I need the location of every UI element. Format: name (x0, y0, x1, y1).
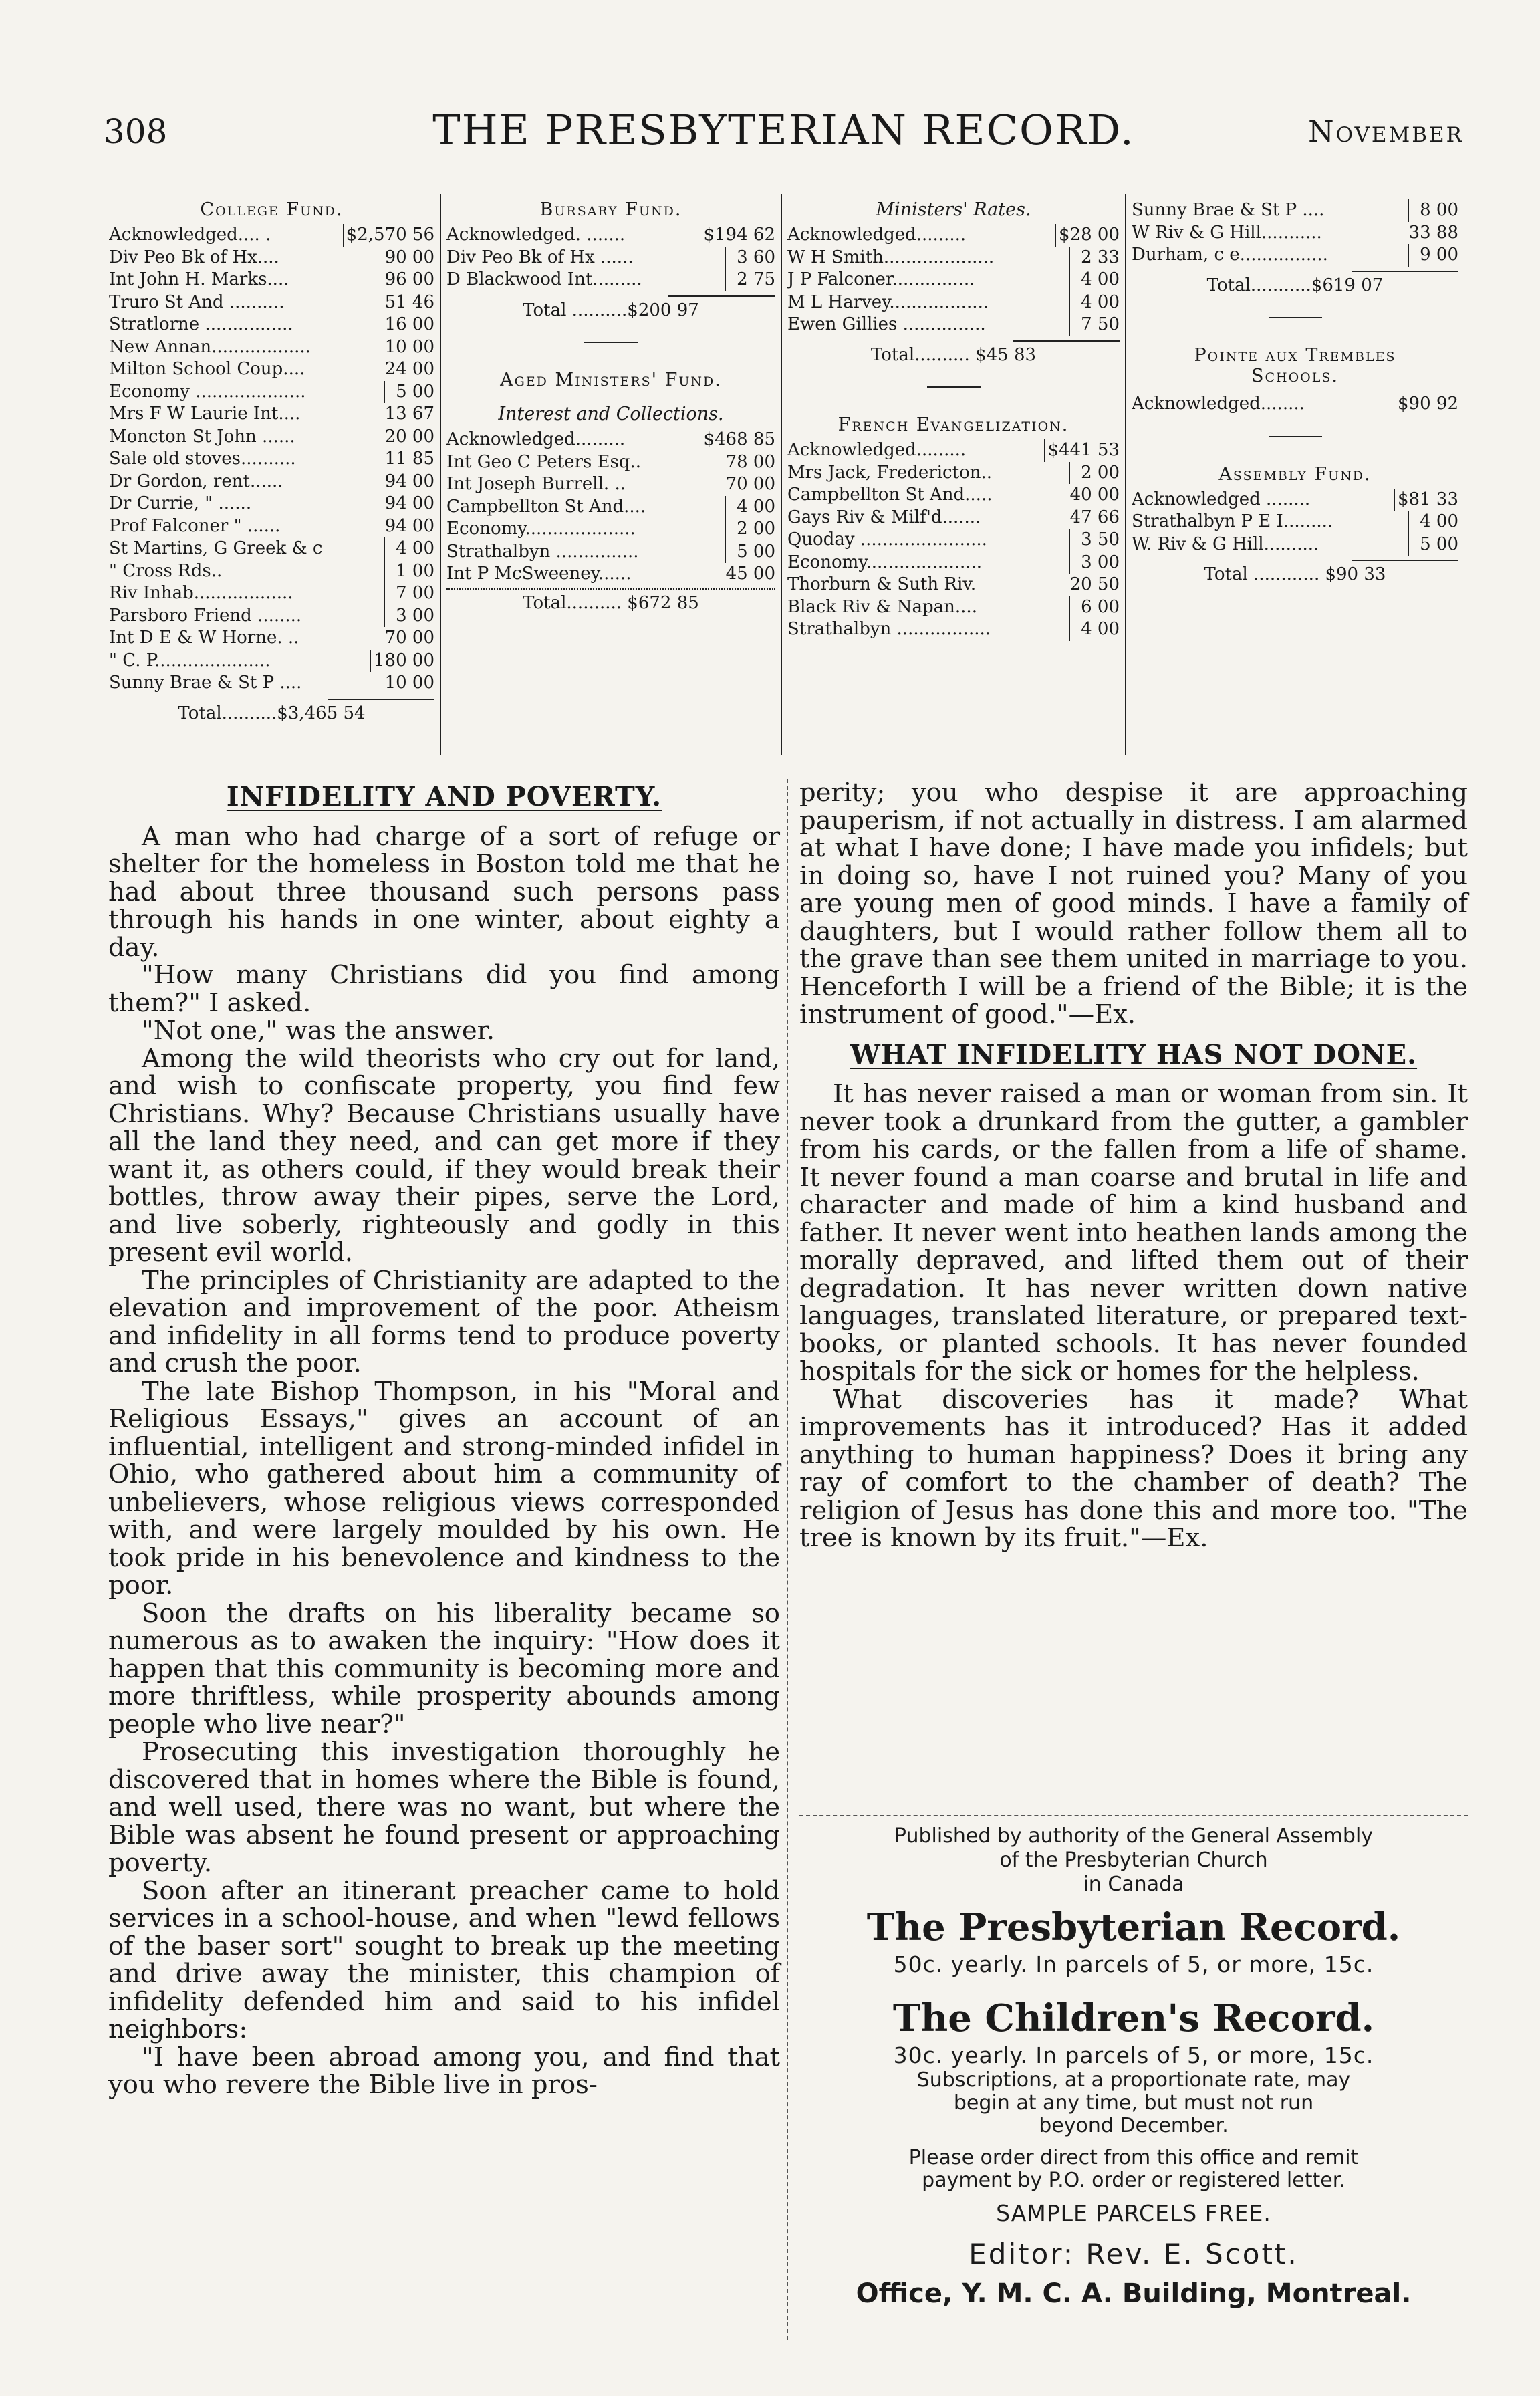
row-value: $2,570 56 (343, 224, 434, 247)
paragraph: "I have been abroad among you, and find that you who revere the Bible live in pros- (108, 2042, 780, 2100)
fund-row (787, 618, 1120, 641)
notice-line: of the Presbyterian Church (999, 1848, 1268, 1872)
fund-row (787, 552, 1120, 574)
fund-row (787, 247, 1120, 269)
misc-fund-rows (1132, 199, 1458, 267)
row-label: Economy .................... (109, 381, 306, 402)
row-value: 33 88 (1406, 222, 1458, 245)
page-number: 308 (104, 112, 168, 151)
row-value: $90 92 (1398, 394, 1458, 414)
divider (328, 699, 434, 700)
row-label: Durham, c e................ (1132, 245, 1328, 265)
row-value: 4 00 (1069, 291, 1120, 314)
row-value: 1 00 (384, 560, 434, 583)
fund-row (109, 403, 434, 426)
fund-tables (104, 194, 1464, 755)
row-value: 180 00 (370, 650, 434, 673)
row-label: Int Geo C Peters Esq.. (446, 451, 642, 472)
fund-row (787, 291, 1120, 314)
row-value: 20 50 (1067, 574, 1120, 596)
paragraph: The principles of Christianity are adapted to the elevation and improvement of the poor. Atheism and infidelity in all forms tend to produce poverty and crush the poor. (108, 1265, 780, 1379)
bursary-fund-total: Total ..........$200 97 (523, 300, 699, 320)
misc-fund-total: Total...........$619 07 (1206, 275, 1384, 295)
divider (668, 295, 775, 297)
pointe-aux-trembles-row (1132, 393, 1458, 416)
row-value: 45 00 (723, 563, 775, 586)
fund-row (109, 426, 434, 449)
row-value: 90 00 (382, 247, 434, 269)
row-label: Economy..................... (787, 552, 983, 572)
notice-line: beyond December. (1039, 2114, 1229, 2137)
row-value: 5 00 (1408, 533, 1458, 556)
row-label: J P Falconer............... (787, 269, 975, 289)
notice-line: in Canada (1083, 1873, 1184, 1896)
article-body (108, 823, 780, 2099)
row-label: Thorburn & Suth Riv. (787, 574, 977, 594)
assembly-fund-total: Total ............ $90 33 (1204, 564, 1386, 584)
childrens-record-masthead: The Children's Record. (892, 1996, 1375, 2040)
aged-ministers-heading: Aged Ministers' Fund. (500, 370, 722, 390)
bursary-fund-rows (446, 224, 775, 291)
row-label: Gays Riv & Milf'd....... (787, 507, 981, 527)
fund-row (109, 314, 434, 336)
fund-row (787, 484, 1120, 507)
row-label: Acknowledged......... (787, 440, 967, 460)
paragraph: What discoveries has it made? What improvements has it introduced? Has it added anything to human happiness? Does it bring any ray of comfort to the chamber of death? The religion of Jesus has done this and more too. "The tree is known by its fruit."—Ex. (799, 1384, 1468, 1553)
row-value: 10 00 (382, 336, 434, 359)
row-label: Dr Gordon, rent...... (109, 471, 283, 491)
college-fund-total: Total..........$3,465 54 (178, 703, 366, 723)
fund-row (109, 224, 434, 247)
fund-row (446, 247, 775, 269)
notice-line: Please order direct from this office and remit (908, 2146, 1359, 2169)
record-masthead: The Presbyterian Record. (866, 1905, 1401, 1949)
fund-row (446, 518, 775, 541)
fund-row (109, 537, 434, 560)
aged-ministers-rows (446, 429, 775, 586)
divider (1013, 340, 1120, 342)
fund-row (787, 269, 1120, 291)
row-label: Riv Inhab.................. (109, 583, 293, 603)
row-value: 2 33 (1069, 247, 1120, 269)
row-label: Int John H. Marks.... (109, 269, 289, 289)
assembly-fund-heading: Assembly Fund. (1218, 463, 1372, 485)
row-label: " Cross Rds.. (109, 560, 223, 581)
fund-row (787, 529, 1120, 552)
fund-row (1132, 489, 1458, 511)
row-value: $194 62 (700, 224, 775, 247)
fund-row (109, 582, 434, 605)
row-value: 2 75 (725, 269, 775, 291)
article-title: INFIDELITY AND POVERTY. (226, 781, 662, 812)
fund-row (109, 381, 434, 404)
fund-row (109, 471, 434, 493)
row-label: Sale old stoves.......... (109, 449, 296, 469)
notice-line: payment by P.O. order or registered letter. (922, 2169, 1345, 2192)
fund-row (787, 314, 1120, 336)
divider (1352, 560, 1458, 561)
row-label: Milton School Coup.... (109, 359, 305, 379)
row-value: $81 33 (1394, 489, 1458, 511)
row-label: Sunny Brae & St P .... (1132, 200, 1325, 220)
row-value: 40 00 (1067, 484, 1120, 507)
fund-row (1132, 199, 1458, 222)
bursary-fund-heading: Bursary Fund. (539, 199, 682, 220)
ministers-rates-rows (787, 224, 1120, 336)
paragraph: It has never raised a man or woman from sin. It never took a drunkard from the gutter, a gambler from his cards, or the fallen from a life of shame. It never found a man coarse and brutal in life and character and made of him a kind husband and father. It never went into heathen lands among the morally depraved, and lifted them out of their degradation. It has never written down native languages, translated literature, or prepared text-books, or planted schools. It has never founded hospitals for the sick or homes for the helpless. (799, 1079, 1468, 1387)
row-label: Acknowledged........ (1132, 394, 1305, 414)
paragraph: Soon the drafts on his liberality became so numerous as to awaken the inquiry: "How does it happen that this community is becoming more and more thriftless, while prosperity abounds among people who live near?" (108, 1598, 780, 1740)
row-value: 8 00 (1408, 199, 1458, 222)
left-column (108, 779, 780, 2099)
row-value: 3 00 (1069, 552, 1120, 574)
fund-row (446, 269, 775, 291)
fund-row (787, 439, 1120, 462)
row-label: Quoday ....................... (787, 529, 987, 550)
fund-row (787, 574, 1120, 596)
row-value: 24 00 (382, 358, 434, 381)
row-value: 9 00 (1408, 244, 1458, 267)
row-value: 7 00 (384, 582, 434, 605)
paragraph: "How many Christians did you find among them?" I asked. (108, 960, 780, 1018)
row-label: Int P McSweeney...... (446, 564, 632, 584)
divider (1352, 271, 1458, 272)
row-value: 3 00 (384, 605, 434, 628)
bursary-fund-column (441, 194, 782, 755)
row-label: Economy.................... (446, 519, 636, 539)
notice-line: Published by authority of the General Assembly (894, 1824, 1374, 1848)
aged-ministers-subheading: Interest and Collections. (498, 404, 724, 425)
fund-row (109, 515, 434, 538)
fund-row (109, 493, 434, 515)
ministers-rates-heading: Ministers' Rates. (876, 199, 1031, 220)
paragraph: "Not one," was the answer. (142, 1015, 495, 1046)
fund-row (787, 507, 1120, 529)
row-value: 2 00 (1069, 462, 1120, 485)
aged-ministers-total: Total.......... $672 85 (523, 592, 699, 613)
row-value: 70 00 (382, 627, 434, 650)
fund-row (446, 496, 775, 519)
pointe-aux-trembles-heading: Pointe aux Trembles Schools. (1194, 345, 1396, 386)
divider (446, 588, 775, 590)
row-value: 6 00 (1069, 596, 1120, 619)
row-value: $28 00 (1055, 224, 1120, 247)
row-label: Div Peo Bk of Hx ...... (446, 247, 634, 267)
row-value: 7 50 (1069, 314, 1120, 336)
fund-row (109, 605, 434, 628)
fund-row (446, 429, 775, 451)
row-label: Black Riv & Napan.... (787, 596, 977, 617)
row-value: 94 00 (382, 471, 434, 493)
right-column (799, 779, 1468, 1552)
page-header (104, 100, 1464, 160)
row-label: Moncton St John ...... (109, 426, 295, 447)
row-label: Div Peo Bk of Hx.... (109, 247, 279, 267)
fund-row (109, 269, 434, 291)
row-label: Acknowledged......... (787, 225, 967, 245)
row-label: Truro St And .......... (109, 291, 285, 312)
fund-row (446, 451, 775, 474)
row-value: 5 00 (725, 541, 775, 564)
row-value: 5 00 (384, 381, 434, 404)
row-label: St Martins, G Greek & c (109, 538, 323, 558)
french-evangelization-rows (787, 439, 1120, 641)
row-label: Campbellton St And..... (787, 485, 993, 505)
fund-row (109, 560, 434, 583)
row-label: W. Riv & G Hill.......... (1132, 533, 1319, 554)
row-label: Ewen Gillies ............... (787, 314, 986, 334)
row-value: 4 00 (384, 537, 434, 560)
misc-fund-column (1126, 194, 1464, 755)
fund-row (446, 473, 775, 496)
row-value: 96 00 (382, 269, 434, 291)
row-label: Acknowledged ........ (1132, 489, 1311, 509)
college-fund-heading: College Fund. (200, 199, 344, 220)
record-price: 50c. yearly. In parcels of 5, or more, 15c. (893, 1951, 1374, 1978)
row-value: 4 00 (725, 496, 775, 519)
row-label: M L Harvey.................. (787, 291, 989, 312)
column-divider (787, 779, 788, 2340)
paragraph: The late Bishop Thompson, in his "Moral and Religious Essays," gives an account of an influential, intelligent and strong-minded infidel in Ohio, who gathered about him a community of unbelievers, whose religious views corresponded with, and were largely moulded by his own. He took pride in his benevolence and kindness to the poor. (108, 1376, 780, 1600)
fund-row (787, 462, 1120, 485)
publisher-notice (799, 1815, 1468, 2309)
row-value: 78 00 (723, 451, 775, 474)
row-value: 94 00 (382, 493, 434, 515)
fund-row (109, 247, 434, 269)
row-value: 13 67 (382, 403, 434, 426)
row-value: 4 00 (1069, 618, 1120, 641)
ministers-rates-total: Total.......... $45 83 (870, 344, 1037, 365)
row-label: Acknowledged. ....... (446, 225, 626, 245)
row-value: 20 00 (382, 426, 434, 449)
row-value: 4 00 (1408, 511, 1458, 533)
row-label: " C. P..................... (109, 650, 271, 671)
fund-row (446, 541, 775, 564)
row-value: 70 00 (723, 473, 775, 496)
row-label: Stratlorne ................ (109, 314, 293, 334)
row-value: 94 00 (382, 515, 434, 538)
editor-line: Editor: Rev. E. Scott. (969, 2238, 1299, 2270)
fund-row (109, 650, 434, 673)
row-label: Acknowledged......... (446, 429, 626, 449)
paragraph: Among the wild theorists who cry out for land, and wish to confiscate property, you find few Christians. Why? Because Christians usually have all the land they need, and can get more if they want it, as others could, if they would break their bottles, throw away their pipes, serve the Lord, and live soberly, righteously and godly in this present evil world. (108, 1043, 780, 1268)
childrens-record-price: 30c. yearly. In parcels of 5, or more, 15c. (893, 2042, 1374, 2068)
row-value: 47 66 (1067, 507, 1120, 529)
row-value: 4 00 (1069, 269, 1120, 291)
row-label: Dr Currie, " ...... (109, 493, 252, 513)
row-label: Parsboro Friend ........ (109, 605, 302, 626)
month-label: November (1308, 115, 1464, 149)
fund-row (787, 224, 1120, 247)
ministers-rates-column (782, 194, 1126, 755)
row-label: Strathalbyn P E I......... (1132, 511, 1333, 531)
article-body (799, 1080, 1468, 1552)
fund-row (109, 336, 434, 359)
spacer (799, 2137, 1468, 2147)
paragraph: Prosecuting this investigation thoroughly he discovered that in homes where the Bible is found, and well used, there was no want, but where the Bible was absent he found present or approaching poverty. (108, 1737, 780, 1878)
fund-row (1132, 511, 1458, 533)
row-value: 11 85 (382, 448, 434, 471)
row-label: Int D E & W Horne. .. (109, 628, 299, 648)
divider (927, 386, 981, 388)
row-value: 16 00 (382, 314, 434, 336)
row-value: $468 85 (700, 429, 775, 451)
article-title: WHAT INFIDELITY HAS NOT DONE. (850, 1038, 1418, 1070)
fund-row (446, 224, 775, 247)
fund-row (1132, 533, 1458, 556)
row-label: Mrs Jack, Fredericton.. (787, 462, 992, 483)
divider (1269, 436, 1322, 437)
paragraph: A man who had charge of a sort of refuge or shelter for the homeless in Boston told me that he had about three thousand such persons pass through his hands in one winter, about eighty a day. (108, 821, 780, 963)
fund-row (109, 627, 434, 650)
office-address: Office, Y. M. C. A. Building, Montreal. (856, 2278, 1412, 2309)
notice-line: begin at any time, but must not run (953, 2091, 1314, 2115)
fund-row (446, 563, 775, 586)
fund-row (787, 596, 1120, 619)
row-value: 51 46 (382, 291, 434, 314)
row-label: Campbellton St And.... (446, 496, 646, 517)
row-label: W H Smith.................... (787, 247, 995, 267)
row-value: $441 53 (1044, 439, 1120, 462)
row-value: 2 00 (725, 518, 775, 541)
fund-row (109, 672, 434, 695)
fund-row (1132, 244, 1458, 267)
row-label: New Annan.................. (109, 336, 311, 357)
divider (799, 1815, 1468, 1816)
row-label: W Riv & G Hill........... (1132, 222, 1322, 243)
row-label: Mrs F W Laurie Int.... (109, 404, 301, 424)
fund-row (109, 448, 434, 471)
row-label: Strathalbyn ............... (446, 541, 639, 562)
row-label: Sunny Brae & St P .... (109, 673, 302, 693)
college-fund-rows (109, 224, 434, 695)
row-label: Strathalbyn ................. (787, 619, 991, 639)
article-continuation: perity; you who despise it are approaching pauperism, if not actually in distress. I am alarmed at what I have done; I have made you infidels; but in doing so, have I not ruined you? Many of you are young men of good minds. I have a family of daughters, but I would rather follow them all to the grave than see them united in marriage to you. Henceforth I will be a friend of the Bible; it is the instrument of good."—Ex. (799, 777, 1468, 1030)
divider (584, 342, 638, 343)
sample-parcels: SAMPLE PARCELS FREE. (996, 2200, 1271, 2226)
divider (1269, 317, 1322, 318)
french-evangelization-heading: French Evangelization. (838, 414, 1069, 435)
college-fund-column (104, 194, 441, 755)
row-label: Int Joseph Burrell. .. (446, 474, 626, 494)
paragraph: Soon after an itinerant preacher came to hold services in a school-house, and when "lewd fellows of the baser sort" sought to break up the meeting and drive away the minister, this champion of infidelity defended him and said to his infidel neighbors: (108, 1875, 780, 2044)
row-value: 3 60 (725, 247, 775, 269)
row-value: 3 50 (1069, 529, 1120, 552)
row-value: 10 00 (382, 672, 434, 695)
row-label: D Blackwood Int......... (446, 269, 642, 289)
row-label: Acknowledged.... . (109, 225, 271, 245)
row-label: Prof Falconer " ...... (109, 515, 281, 536)
fund-row (109, 358, 434, 381)
fund-row (1132, 222, 1458, 245)
publication-title: THE PRESBYTERIAN RECORD. (432, 106, 1135, 154)
notice-line: Subscriptions, at a proportionate rate, may (916, 2068, 1351, 2092)
fund-row (109, 291, 434, 314)
assembly-fund-rows (1132, 489, 1458, 556)
